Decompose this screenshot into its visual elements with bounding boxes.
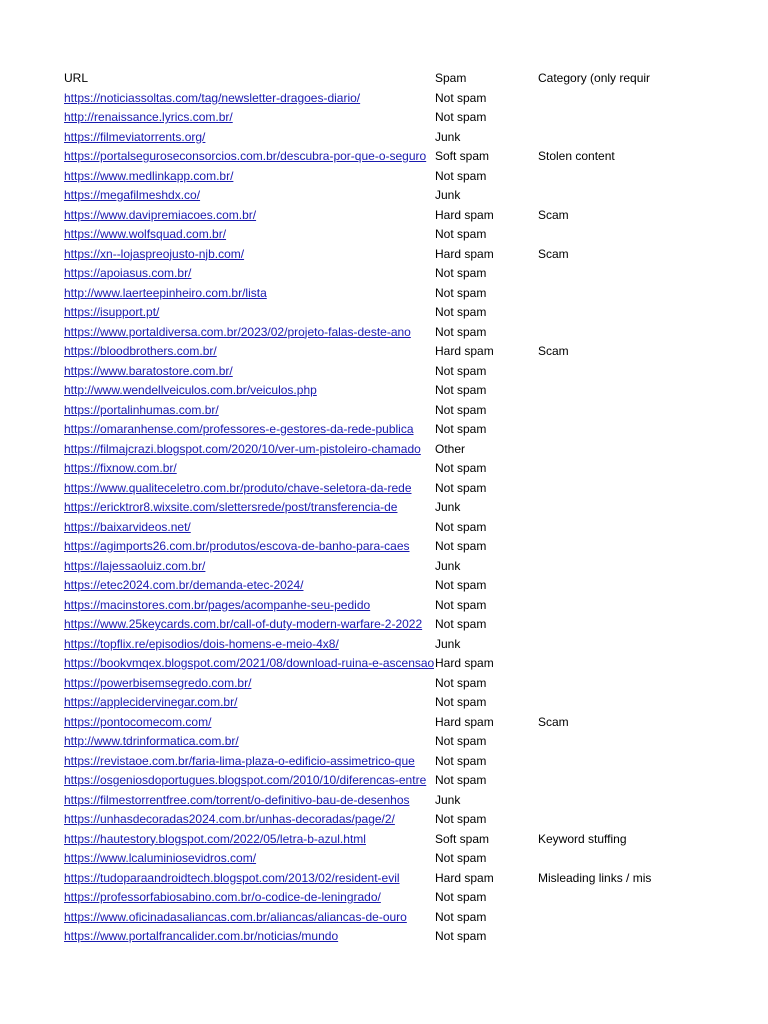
table-row [64,849,764,869]
url-cell [64,89,434,109]
url-cell [64,693,434,713]
spam-cell: Not spam [435,927,537,947]
table-row [64,654,764,674]
spam-cell: Hard spam [435,206,537,226]
url-link[interactable]: https://etec2024.com.br/demanda-etec-2024/ [64,578,304,592]
url-cell [64,323,434,343]
url-link[interactable]: https://www.oficinadasaliancas.com.br/aliancas/aliancas-de-ouro [64,909,407,924]
url-cell [64,440,434,460]
url-cell [64,615,434,635]
url-link[interactable]: https://fixnow.com.br/ [64,461,177,475]
spam-cell: Not spam [435,323,537,343]
url-cell [64,713,434,733]
url-link[interactable]: https://apoiasus.com.br/ [64,266,192,280]
spam-cell: Not spam [435,849,537,869]
spam-cell: Not spam [435,888,537,908]
spam-cell: Not spam [435,89,537,109]
url-cell [64,420,434,440]
url-cell [64,849,434,869]
spam-cell: Not spam [435,693,537,713]
spam-cell: Not spam [435,732,537,752]
url-link[interactable]: http://www.tdrinformatica.com.br/ [64,734,239,748]
category-cell: Stolen content [538,149,615,163]
table-row [64,323,764,343]
table-row [64,596,764,616]
url-cell [64,459,434,479]
category-cell: Scam [538,246,569,261]
table-row [64,674,764,694]
url-link[interactable]: https://tudoparaandroidtech.blogspot.com/2013/02/resident-evil [64,870,400,885]
table-row [64,576,764,596]
spam-cell: Not spam [435,615,537,635]
url-cell [64,264,434,284]
url-cell [64,537,434,557]
spam-cell: Not spam [435,108,537,128]
header-url: URL [64,71,89,85]
spam-cell: Not spam [435,303,537,323]
url-cell [64,635,434,655]
category-cell: Scam [538,714,569,729]
url-cell [64,128,434,148]
spreadsheet [64,69,764,947]
table-row [64,420,764,440]
table-row [64,89,764,109]
url-link[interactable]: https://applecidervinegar.com.br/ [64,695,238,709]
table-row [64,498,764,518]
header-spam: Spam [435,69,537,89]
url-link[interactable]: https://portalinhumas.com.br/ [64,402,219,417]
url-cell [64,791,434,811]
url-link[interactable]: https://bloodbrothers.com.br/ [64,344,217,358]
url-link[interactable]: https://portalseguroseconsorcios.com.br/descubra-por-que-o-seguro [64,149,427,163]
spam-cell: Not spam [435,264,537,284]
table-row [64,888,764,908]
table-row [64,245,764,265]
table-row [64,791,764,811]
table-row [64,108,764,128]
url-link[interactable]: https://www.baratostore.com.br/ [64,363,233,378]
spam-cell: Hard spam [435,342,537,362]
table-row [64,927,764,947]
spam-cell: Junk [435,128,537,148]
url-link[interactable]: https://professorfabiosabino.com.br/o-codice-de-leningrado/ [64,890,381,904]
url-cell [64,401,434,421]
url-link[interactable]: https://unhasdecoradas2024.com.br/unhas-decoradas/page/2/ [64,812,395,826]
url-link[interactable]: https://hautestory.blogspot.com/2022/05/letra-b-azul.html [64,831,366,846]
url-link[interactable]: https://bookvmqex.blogspot.com/2021/08/download-ruina-e-ascensao [64,656,434,670]
url-link[interactable]: https://agimports26.com.br/produtos/escova-de-banho-para-caes [64,539,410,553]
table-row [64,186,764,206]
spam-cell: Not spam [435,771,537,791]
spam-cell: Hard spam [435,869,537,889]
url-cell [64,888,434,908]
url-cell [64,479,434,499]
url-cell [64,167,434,187]
url-link[interactable]: http://renaissance.lyrics.com.br/ [64,110,233,124]
table-row [64,479,764,499]
spam-cell: Other [435,440,537,460]
table-row [64,381,764,401]
table-row [64,713,764,733]
table-row [64,342,764,362]
url-link[interactable]: http://www.wendellveiculos.com.br/veiculos.php [64,383,317,397]
spam-cell: Junk [435,635,537,655]
url-link[interactable]: https://pontocomecom.com/ [64,714,212,729]
table-row [64,752,764,772]
table-row [64,771,764,791]
url-cell [64,869,434,889]
url-cell [64,381,434,401]
url-cell [64,674,434,694]
url-cell [64,752,434,772]
url-link[interactable]: https://megafilmeshdx.co/ [64,188,201,202]
url-cell [64,732,434,752]
url-cell [64,927,434,947]
spam-cell: Not spam [435,401,537,421]
url-cell [64,147,434,167]
category-cell: Keyword stuffing [538,831,627,846]
url-link[interactable]: https://www.medlinkapp.com.br/ [64,168,234,183]
table-row [64,635,764,655]
category-cell: Scam [538,344,569,358]
url-cell [64,810,434,830]
table-row [64,908,764,928]
category-cell: Scam [538,207,569,222]
url-link[interactable]: https://lajessaoluiz.com.br/ [64,558,206,573]
url-cell [64,576,434,596]
table-row [64,167,764,187]
table-row [64,284,764,304]
table-row [64,225,764,245]
url-link[interactable]: https://revistaoe.com.br/faria-lima-plaza-o-edificio-assimetrico-que [64,753,415,768]
spam-cell: Not spam [435,518,537,538]
table-row [64,459,764,479]
table-row [64,264,764,284]
url-cell [64,518,434,538]
url-cell [64,498,434,518]
url-link[interactable]: https://filmestorrentfree.com/torrent/o-definitivo-bau-de-desenhos [64,792,410,807]
header-category: Category (only requir [538,71,651,85]
url-link[interactable]: https://ericktror8.wixsite.com/slettersrede/post/transferencia-de [64,500,398,514]
spam-cell: Not spam [435,225,537,245]
url-link[interactable]: https://www.25keycards.com.br/call-of-duty-modern-warfare-2-2022 [64,617,423,631]
table-row [64,830,764,850]
table-row [64,303,764,323]
url-link[interactable]: https://isupport.pt/ [64,305,160,319]
spam-cell: Junk [435,498,537,518]
table-row [64,869,764,889]
url-link[interactable]: https://omaranhense.com/professores-e-gestores-da-rede-publica [64,422,414,436]
spam-cell: Not spam [435,284,537,304]
spam-cell: Not spam [435,908,537,928]
url-cell [64,596,434,616]
url-cell [64,830,434,850]
url-link[interactable]: https://www.wolfsquad.com.br/ [64,227,227,241]
url-link[interactable]: https://xn--lojaspreojusto-njb.com/ [64,246,245,261]
table-row [64,128,764,148]
url-link[interactable]: https://powerbisemsegredo.com.br/ [64,675,252,690]
url-link[interactable]: https://www.lcaluminiosevidros.com/ [64,851,257,865]
url-cell [64,771,434,791]
table-row [64,440,764,460]
spam-cell: Hard spam [435,245,537,265]
url-link[interactable]: https://topflix.re/episodios/dois-homens-e-meio-4x8/ [64,636,339,651]
url-link[interactable]: https://filmeviatorrents.org/ [64,129,206,144]
spam-cell: Not spam [435,752,537,772]
url-cell [64,654,434,674]
spam-cell: Not spam [435,420,537,440]
url-link[interactable]: https://filmajcrazi.blogspot.com/2020/10/ver-um-pistoleiro-chamado [64,441,421,456]
url-link[interactable]: https://www.portaldiversa.com.br/2023/02/projeto-falas-deste-ano [64,324,411,339]
table-row [64,206,764,226]
spam-cell: Not spam [435,810,537,830]
table-row [64,732,764,752]
url-cell [64,342,434,362]
spam-cell: Not spam [435,674,537,694]
spam-cell: Not spam [435,362,537,382]
table-row [64,810,764,830]
url-link[interactable]: https://noticiassoltas.com/tag/newsletter-dragoes-diario/ [64,90,361,105]
table-row [64,615,764,635]
url-link[interactable]: https://osgeniosdoportugues.blogspot.com/2010/10/diferencas-entre [64,773,427,787]
header-row [64,69,764,89]
url-link[interactable]: https://www.portalfrancalider.com.br/noticias/mundo [64,929,339,943]
category-cell: Misleading links / mis [538,870,652,885]
table-row [64,147,764,167]
table-row [64,557,764,577]
spam-cell: Not spam [435,576,537,596]
spam-cell: Junk [435,186,537,206]
table-row [64,362,764,382]
url-cell [64,108,434,128]
url-link[interactable]: http://www.laerteepinheiro.com.br/lista [64,285,267,300]
url-cell [64,284,434,304]
url-cell [64,362,434,382]
url-cell [64,303,434,323]
url-link[interactable]: https://www.davipremiacoes.com.br/ [64,207,257,222]
spam-cell: Not spam [435,167,537,187]
table-row [64,537,764,557]
url-link[interactable]: https://www.qualiteceletro.com.br/produto/chave-seletora-da-rede [64,480,412,495]
spam-cell: Not spam [435,537,537,557]
spam-cell: Not spam [435,381,537,401]
spam-cell: Soft spam [435,830,537,850]
spam-cell: Junk [435,557,537,577]
table-row [64,518,764,538]
url-cell [64,557,434,577]
url-link[interactable]: https://macinstores.com.br/pages/acompanhe-seu-pedido [64,597,371,612]
url-link[interactable]: https://baixarvideos.net/ [64,519,191,534]
spam-cell: Soft spam [435,147,537,167]
url-cell [64,206,434,226]
table-body [64,89,764,947]
url-cell [64,225,434,245]
table-row [64,401,764,421]
spam-cell: Hard spam [435,713,537,733]
url-cell [64,245,434,265]
spam-cell: Not spam [435,596,537,616]
spam-cell: Not spam [435,479,537,499]
url-cell [64,908,434,928]
table-row [64,693,764,713]
spam-cell: Junk [435,791,537,811]
spam-cell: Not spam [435,459,537,479]
url-cell [64,186,434,206]
spam-cell: Hard spam [435,654,537,674]
